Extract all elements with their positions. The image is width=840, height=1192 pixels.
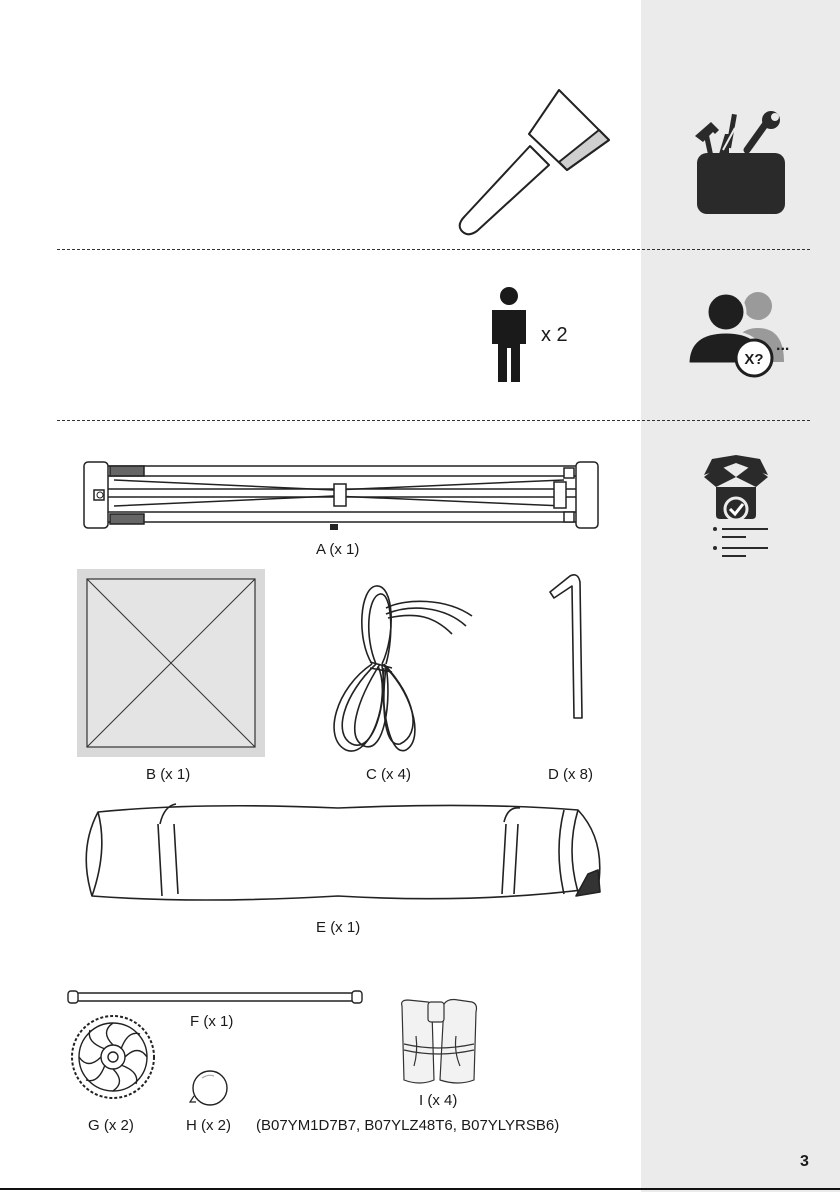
- part-qty: (x 1): [160, 766, 191, 783]
- part-qty: (x 1): [203, 1013, 234, 1030]
- part-d-stake-image: [544, 572, 594, 722]
- part-a-frame-image: [84, 462, 600, 532]
- mallet-icon: [455, 88, 615, 238]
- part-f-bar-image: [68, 990, 364, 1004]
- part-i-weight-bags-image: [398, 996, 478, 1088]
- part-qty: (x 1): [329, 541, 360, 558]
- part-h-label: [186, 1117, 231, 1134]
- part-letter: G: [88, 1117, 100, 1134]
- part-f-label: [190, 1013, 233, 1030]
- part-c-rope-image: [326, 578, 476, 756]
- part-letter: I: [419, 1092, 424, 1109]
- person-icon: [486, 286, 532, 386]
- part-letter: A: [316, 541, 326, 558]
- part-e-label: [316, 919, 360, 936]
- part-i-label: [419, 1092, 457, 1109]
- part-letter: H: [186, 1117, 197, 1134]
- part-e-carry-bag-image: [78, 800, 608, 912]
- help-dots: ...: [776, 337, 790, 354]
- part-qty: (x 4): [381, 766, 412, 783]
- help-badge-text: X?: [744, 351, 764, 368]
- part-qty: (x 8): [563, 766, 594, 783]
- toolbox-icon: [689, 108, 793, 216]
- part-b-canopy-image: [77, 569, 265, 757]
- part-letter: B: [146, 766, 157, 783]
- part-d-label: [548, 766, 593, 783]
- part-a-label: [316, 541, 359, 558]
- part-letter: D: [548, 766, 559, 783]
- part-qty: (x 2): [103, 1117, 134, 1134]
- part-c-label: [366, 766, 411, 783]
- section-divider: [57, 249, 810, 250]
- part-qty: (x 2): [201, 1117, 232, 1134]
- part-h-ball-image: [188, 1070, 232, 1110]
- people-count: x 2: [541, 324, 568, 346]
- users-help-icon: [686, 288, 794, 380]
- part-letter: E: [316, 919, 327, 936]
- open-box-checklist-icon: [700, 455, 772, 559]
- weight-bag-model-numbers: (B07YM1D7B7, B07YLZ48T6, B07YLYRSB6): [256, 1117, 560, 1134]
- part-qty: (x 4): [427, 1092, 458, 1109]
- part-letter: F: [190, 1013, 200, 1030]
- part-qty: (x 1): [330, 919, 361, 936]
- part-letter: C: [366, 766, 377, 783]
- part-g-wheel-image: [70, 1014, 156, 1100]
- part-g-label: [88, 1117, 134, 1134]
- part-b-label: [146, 766, 190, 783]
- page-number: 3: [800, 1153, 809, 1170]
- page-bottom-rule: [0, 1188, 840, 1190]
- section-divider: [57, 420, 810, 421]
